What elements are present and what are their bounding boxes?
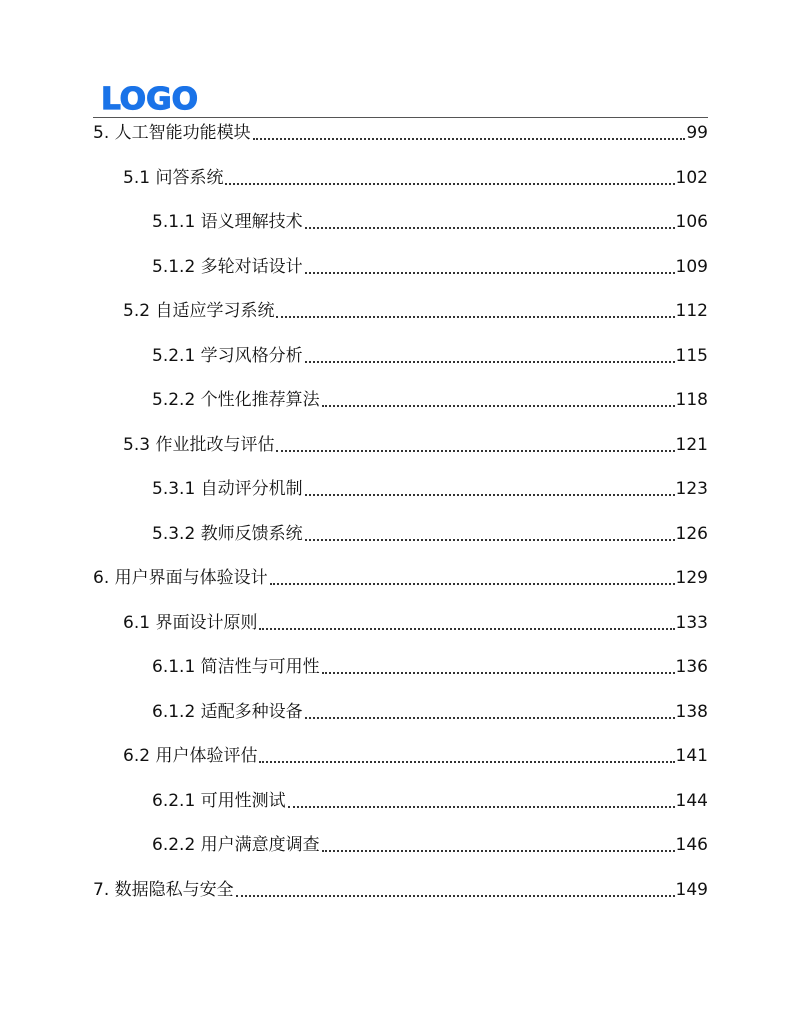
toc-entry-title: 5.3 作业批改与评估 xyxy=(123,435,275,455)
toc-entry-title: 5.2.1 学习风格分析 xyxy=(152,346,303,366)
dot-leader xyxy=(305,717,675,719)
toc-entry-5-3-2[interactable] xyxy=(152,521,708,547)
dot-leader xyxy=(253,138,686,140)
toc-entry-7[interactable] xyxy=(93,877,708,903)
dot-leader xyxy=(236,895,675,897)
toc-entry-6-2-1[interactable] xyxy=(152,788,708,814)
dot-leader xyxy=(288,806,675,808)
dot-leader xyxy=(305,227,675,229)
toc-entry-5[interactable] xyxy=(93,120,708,146)
toc-entry-page: 133 xyxy=(675,613,708,633)
dot-leader xyxy=(270,583,675,585)
toc-entry-title: 6.1 界面设计原则 xyxy=(123,613,258,633)
dot-leader xyxy=(225,183,674,185)
toc-entry-page: 115 xyxy=(675,346,708,366)
toc-entry-page: 99 xyxy=(686,123,708,143)
toc-entry-page: 129 xyxy=(675,568,708,588)
toc-entry-5-3[interactable] xyxy=(123,432,708,458)
toc-entry-title: 6.2.1 可用性测试 xyxy=(152,791,286,811)
toc-entry-page: 109 xyxy=(675,257,708,277)
toc-entry-page: 102 xyxy=(675,168,708,188)
toc-entry-6-2-2[interactable] xyxy=(152,832,708,858)
toc-entry-page: 144 xyxy=(675,791,708,811)
toc-entry-title: 5.1.2 多轮对话设计 xyxy=(152,257,303,277)
logo-text: LOGO xyxy=(101,86,198,112)
toc-entry-page: 141 xyxy=(675,746,708,766)
toc-entry-title: 7. 数据隐私与安全 xyxy=(93,880,234,900)
toc-entry-page: 126 xyxy=(675,524,708,544)
toc-entry-page: 123 xyxy=(675,479,708,499)
toc-entry-page: 118 xyxy=(675,390,708,410)
dot-leader xyxy=(305,539,675,541)
toc-entry-6-1[interactable] xyxy=(123,610,708,636)
toc-entry-6-1-1[interactable] xyxy=(152,654,708,680)
toc-entry-title: 6.1.2 适配多种设备 xyxy=(152,702,303,722)
toc-entry-title: 5.1.1 语义理解技术 xyxy=(152,212,303,232)
dot-leader xyxy=(276,450,674,452)
toc-entry-6-1-2[interactable] xyxy=(152,699,708,725)
toc-entry-5-1[interactable] xyxy=(123,165,708,191)
toc-entry-6-2[interactable] xyxy=(123,743,708,769)
dot-leader xyxy=(322,850,675,852)
toc-entry-5-3-1[interactable] xyxy=(152,476,708,502)
toc-entry-title: 6. 用户界面与体验设计 xyxy=(93,568,268,588)
dot-leader xyxy=(322,672,675,674)
toc-entry-page: 138 xyxy=(675,702,708,722)
toc-entry-title: 5. 人工智能功能模块 xyxy=(93,123,251,143)
dot-leader xyxy=(305,361,675,363)
dot-leader xyxy=(259,628,674,630)
toc-entry-page: 136 xyxy=(675,657,708,677)
toc-entry-title: 6.2.2 用户满意度调查 xyxy=(152,835,320,855)
dot-leader xyxy=(322,405,675,407)
toc-entry-5-2-2[interactable] xyxy=(152,387,708,413)
header-rule xyxy=(93,117,708,118)
toc-entry-6[interactable] xyxy=(93,565,708,591)
toc-entry-title: 5.1 问答系统 xyxy=(123,168,224,188)
toc-entry-page: 121 xyxy=(675,435,708,455)
dot-leader xyxy=(276,316,674,318)
logo xyxy=(101,86,199,112)
dot-leader xyxy=(259,761,674,763)
toc-entry-title: 5.2 自适应学习系统 xyxy=(123,301,275,321)
dot-leader xyxy=(305,272,675,274)
toc-entry-page: 112 xyxy=(675,301,708,321)
toc-entry-5-2[interactable] xyxy=(123,298,708,324)
toc-entry-5-2-1[interactable] xyxy=(152,343,708,369)
toc-entry-title: 6.1.1 简洁性与可用性 xyxy=(152,657,320,677)
toc-entry-5-1-2[interactable] xyxy=(152,254,708,280)
toc-entry-title: 5.3.1 自动评分机制 xyxy=(152,479,303,499)
dot-leader xyxy=(305,494,675,496)
toc-entry-title: 6.2 用户体验评估 xyxy=(123,746,258,766)
toc-entry-title: 5.2.2 个性化推荐算法 xyxy=(152,390,320,410)
toc-entry-5-1-1[interactable] xyxy=(152,209,708,235)
toc-entry-page: 146 xyxy=(675,835,708,855)
toc-entry-page: 149 xyxy=(675,880,708,900)
toc-entry-page: 106 xyxy=(675,212,708,232)
toc-entry-title: 5.3.2 教师反馈系统 xyxy=(152,524,303,544)
